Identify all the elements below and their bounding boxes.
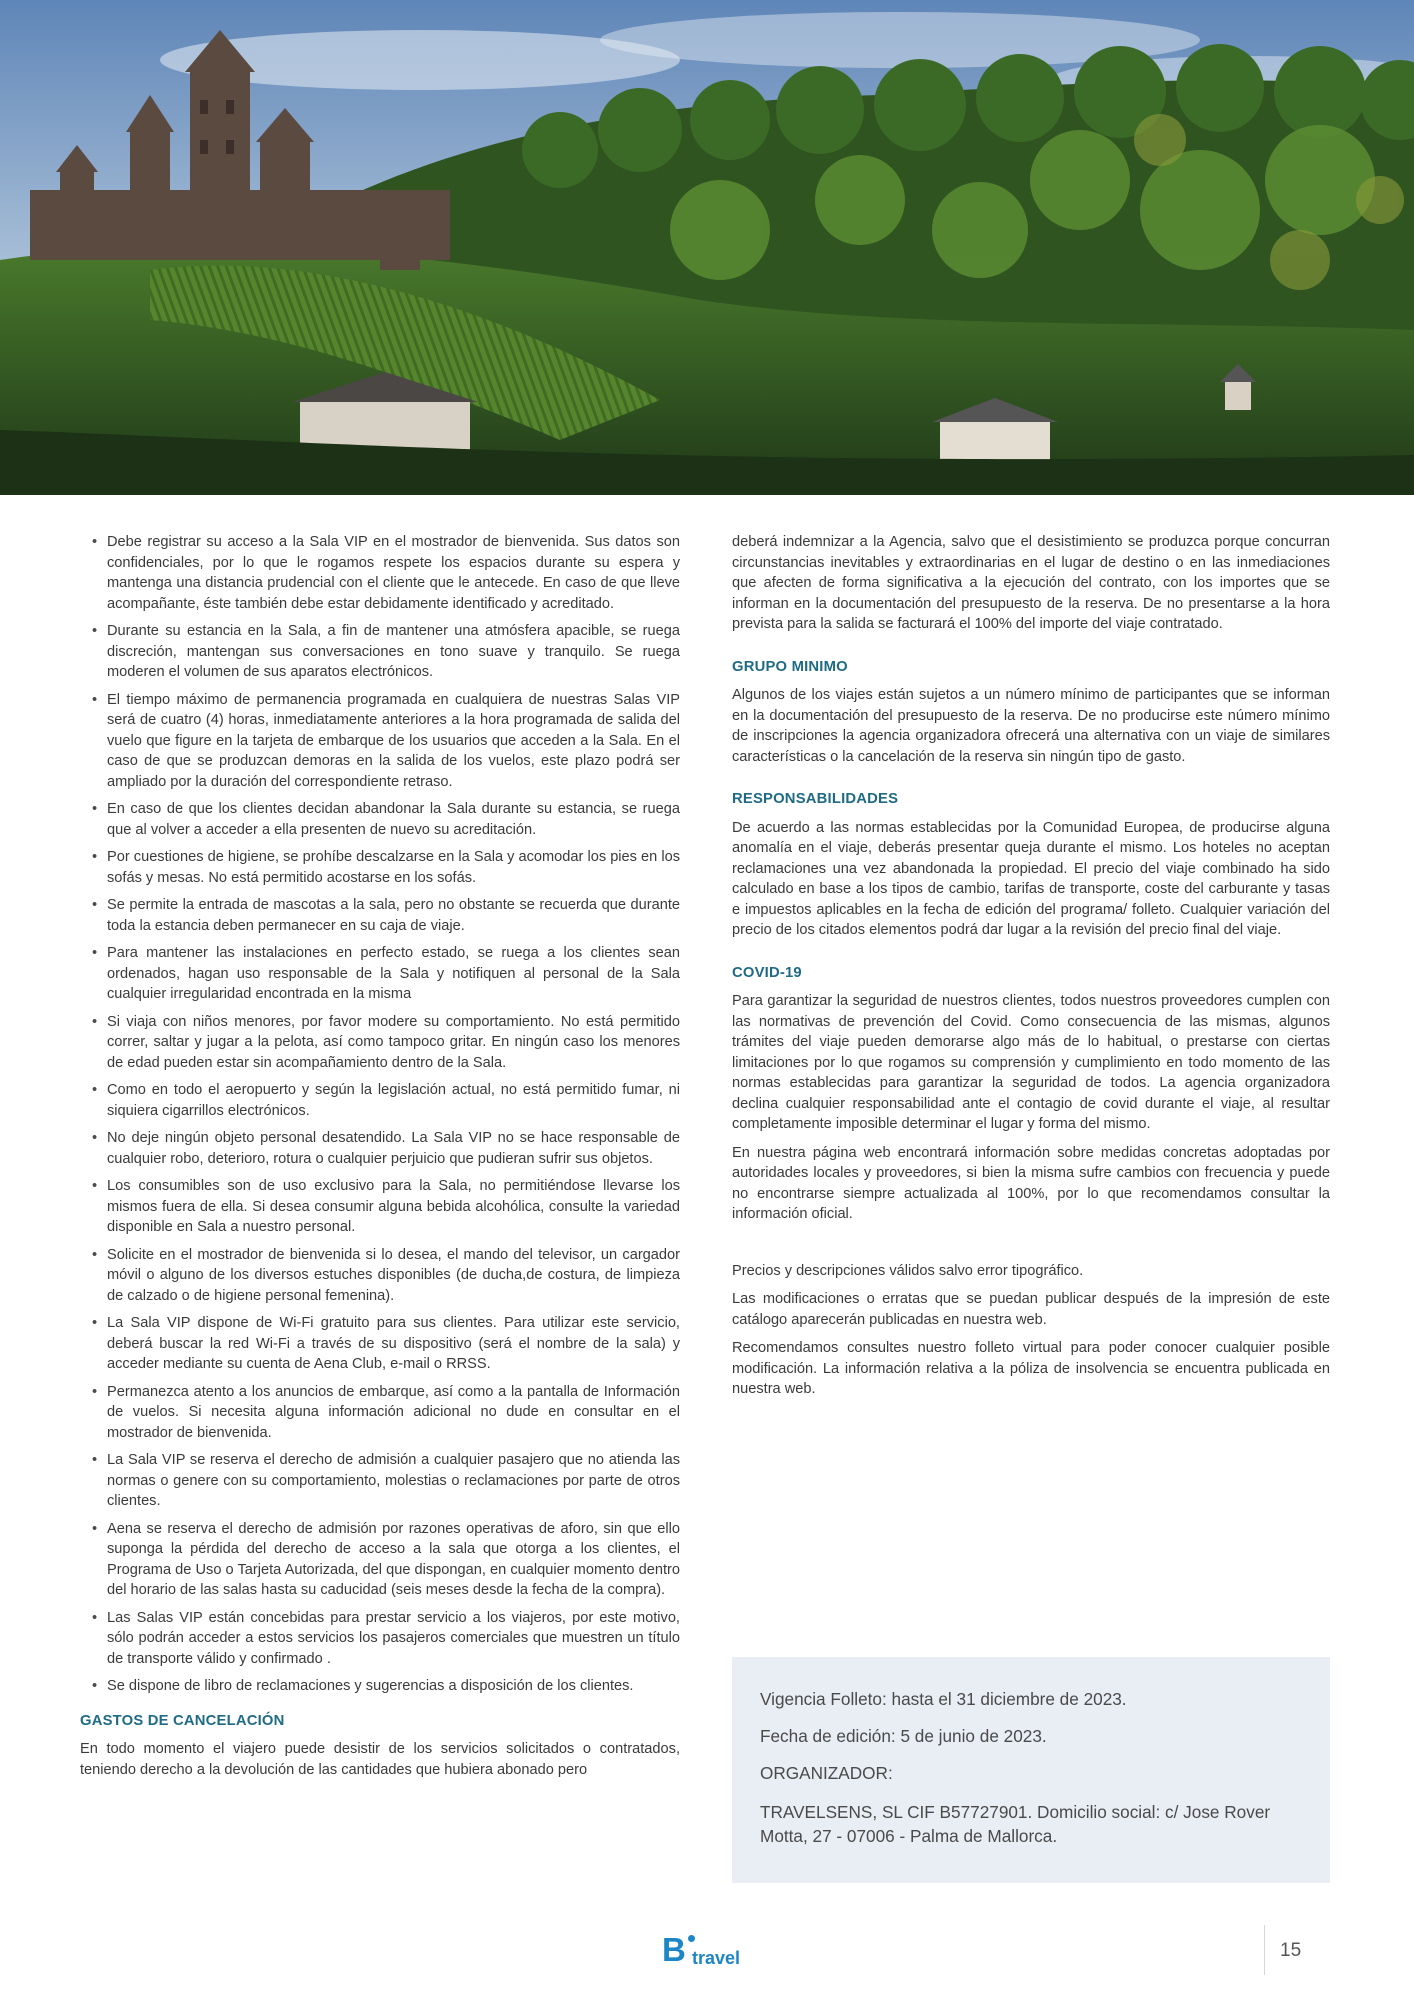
responsibilities-heading: RESPONSABILIDADES xyxy=(732,791,899,807)
list-item: • Para mantener las instalaciones en perfecto estado, se ruega a los clientes sean ordenados, hagan uso responsable de la Sala y notifiquen al personal de la Sala cualquier irregularidad encontrada en la misma xyxy=(80,943,680,1005)
vip-lounge-rules-list xyxy=(80,532,680,1697)
left-column xyxy=(80,532,680,1788)
list-item: • Durante su estancia en la Sala, a fin de mantener una atmósfera apacible, se ruega discreción, mantengan sus conversaciones en tono suave y tranquilo. Se ruega moderen el volumen de sus aparatos electrónicos. xyxy=(80,621,680,683)
cancellation-heading: GASTOS DE CANCELACIÓN xyxy=(80,1712,285,1729)
list-item: • Se dispone de libro de reclamaciones y sugerencias a disposición de los clientes. xyxy=(80,1676,680,1697)
organizer-label: ORGANIZADOR: xyxy=(760,1763,893,1783)
covid-web-info-text: En nuestra página web encontrará información sobre medidas concretas adoptadas por autoridades locales y proveedores, si bien la misma sufre cambios con frecuencia y puede no encontrarse siempre actualizada al 100%, por lo que recomendamos consultar la información oficial. xyxy=(732,1144,1330,1222)
errata-note: Las modificaciones o erratas que se puedan publicar después de la impresión de este catálogo aparecerán publicadas en nuestra web. xyxy=(732,1291,1330,1328)
list-item: • Permanezca atento a los anuncios de embarque, así como a la pantalla de Información de vuelos. Si necesita alguna información adicional no dude en consultar en el mostrador de bienvenida. xyxy=(80,1382,680,1444)
list-item: • Se permite la entrada de mascotas a la sala, pero no obstante se recuerda que durante toda la estancia deben permanecer en su caja de viaje. xyxy=(80,895,680,936)
list-item: • Debe registrar su acceso a la Sala VIP en el mostrador de bienvenida. Sus datos son confidenciales, por lo que le rogamos respete los espacios durante su espera y mantenga una distancia prudencial con el cliente que le antecede. En caso de que lleve acompañante, éste también debe estar debidamente identificado y acreditado. xyxy=(80,532,680,614)
list-item: • Los consumibles son de uso exclusivo para la Sala, no permitiéndose llevarse los mismos fuera de ella. Si desea consumir alguna bebida alcohólica, consulte la variedad disponible en Sala a nuestro personal. xyxy=(80,1176,680,1238)
hero-landscape-image xyxy=(0,0,1414,495)
page-number: 15 xyxy=(1280,1940,1302,1961)
right-column xyxy=(732,532,1330,1408)
cancellation-text-continued: deberá indemnizar a la Agencia, salvo que el desistimiento se produzca porque concurran circunstancias inevitables y extraordinarias en el lugar de destino o en las inmediaciones que afecten de forma significativa a la ejecución del contrato, con los importes que se informan en la documentación del presupuesto de la reserva. De no presentarse a la hora prevista para la salida se facturará el 100% del importe del viaje contratado. xyxy=(732,534,1330,632)
list-item: • Las Salas VIP están concebidas para prestar servicio a los viajeros, por este motivo, sólo podrán acceder a estos servicios los pasajeros comerciales que muestren un título de transporte válido y confirmado . xyxy=(80,1608,680,1670)
responsibilities-text: De acuerdo a las normas establecidas por la Comunidad Europea, de producirse alguna anomalía en el viaje, deberás presentar queja durante el mismo. Los hoteles no aceptan reclamaciones una vez abandonada la propiedad. El precio del viaje combinado ha sido calculado en base a los tipos de cambio, tarifas de transporte, coste del carburante y tasas e impuestos aplicables en la fecha de edición del programa/ folleto. Cualquier variación del precio de los citados elementos podrá dar lugar a la revisión del precio final del viaje. xyxy=(732,819,1330,938)
cancellation-text: En todo momento el viajero puede desistir de los servicios solicitados o contratados, teniendo derecho a la devolución de las cantidades que hubiera abonado pero xyxy=(80,1741,680,1778)
prices-note: Precios y descripciones válidos salvo error tipográfico. xyxy=(732,1262,1084,1279)
castle-hill-illustration xyxy=(0,0,1414,495)
edition-date: Fecha de edición: 5 de junio de 2023. xyxy=(760,1726,1047,1746)
list-item: • En caso de que los clientes decidan abandonar la Sala durante su estancia, se ruega que al volver a acceder a ella presenten de nuevo su acreditación. xyxy=(80,799,680,840)
footer-divider xyxy=(1264,1925,1265,1975)
covid-heading: COVID-19 xyxy=(732,964,802,981)
brochure-info-box xyxy=(732,1657,1330,1883)
virtual-brochure-note: Recomendamos consultes nuestro folleto virtual para poder conocer cualquier posible modificación. La información relativa a la póliza de insolvencia se encuentra publicada en nuestra web. xyxy=(732,1340,1330,1397)
minimum-group-text: Algunos de los viajes están sujetos a un número mínimo de participantes que se informan en la documentación del presupuesto de la reserva. De no producirse este número mínimo de inscripciones la agencia organizadora ofrecerá una alternativa con un viaje de similares características o la cancelación de la reserva sin ningún tipo de gasto. xyxy=(732,687,1330,765)
logo-word: travel xyxy=(692,1948,741,1968)
list-item: • El tiempo máximo de permanencia programada en cualquiera de nuestras Salas VIP será de cuatro (4) horas, inmediatamente anteriores a la hora programada de salida del vuelo que figure en la tarjeta de embarque de los usuarios que acceden a la Sala. En el caso de que se produzcan demoras en la salida de los vuelos, este plazo podrá ser ampliado por la duración del correspondiente retraso. xyxy=(80,690,680,793)
list-item: • Aena se reserva el derecho de admisión por razones operativas de aforo, sin que ello suponga la pérdida del derecho de acceso a la sala que otorga a los clientes, el Programa de Uso o Tarjeta Autorizada, del que dispongan, en cualquier momento dentro del horario de las salas hasta su caducidad (seis meses desde la fecha de la compra). xyxy=(80,1519,680,1601)
logo-dot-icon xyxy=(688,1935,695,1942)
logo-letter: B xyxy=(662,1931,686,1968)
list-item: • La Sala VIP se reserva el derecho de admisión a cualquier pasajero que no atienda las normas o genere con su comportamiento, molestias o reclamaciones por parte de otros clientes. xyxy=(80,1450,680,1512)
brochure-validity: Vigencia Folleto: hasta el 31 diciembre de 2023. xyxy=(760,1689,1127,1709)
covid-text: Para garantizar la seguridad de nuestros clientes, todos nuestros proveedores cumplen con las normativas de prevención del Covid. Como consecuencia de las mismas, algunos trámites del viaje pueden demorarse algo más de lo habitual, o prestarse con ciertas limitaciones por lo que rogamos su comprensión y cumplimiento en todo momento de las normas establecidas para garantizar la seguridad de todos. La agencia organizadora declina cualquier responsabilidad ante el contagio de covid durante el viaje, al resultar completamente imposible determinar el lugar y forma del mismo. xyxy=(732,993,1330,1132)
list-item: • No deje ningún objeto personal desatendido. La Sala VIP no se hace responsable de cualquier robo, deterioro, rotura o cualquier perjuicio que pudieran sufrir sus objetos. xyxy=(80,1128,680,1169)
list-item: • La Sala VIP dispone de Wi-Fi gratuito para sus clientes. Para utilizar este servicio, deberá buscar la red Wi-Fi a través de su dispositivo (será el nombre de la sala) y acceder mediante su cuenta de Aena Club, e-mail o RRSS. xyxy=(80,1313,680,1375)
list-item: • Solicite en el mostrador de bienvenida si lo desea, el mando del televisor, un cargador móvil o alguno de los diversos estuches disponibles (de ducha,de costura, de limpieza de calzado o de higiene personal femenina). xyxy=(80,1245,680,1307)
b-travel-logo xyxy=(662,1932,752,1972)
list-item: • Si viaja con niños menores, por favor modere su comportamiento. No está permitido correr, saltar y jugar a la pelota, así como tampoco gritar. En ningún caso los menores de edad pueden estar sin acompañamiento dentro de la Sala. xyxy=(80,1012,680,1074)
minimum-group-heading: GRUPO MINIMO xyxy=(732,658,848,675)
list-item: • Por cuestiones de higiene, se prohíbe descalzarse en la Sala y acomodar los pies en los sofás y mesas. No está permitido acostarse en los sofás. xyxy=(80,847,680,888)
organizer-details: TRAVELSENS, SL CIF B57727901. Domicilio social: c/ Jose Rover Motta, 27 - 07006 - Palma de Mallorca. xyxy=(760,1802,1271,1846)
list-item: • Como en todo el aeropuerto y según la legislación actual, no está permitido fumar, ni siquiera cigarrillos electrónicos. xyxy=(80,1080,680,1121)
